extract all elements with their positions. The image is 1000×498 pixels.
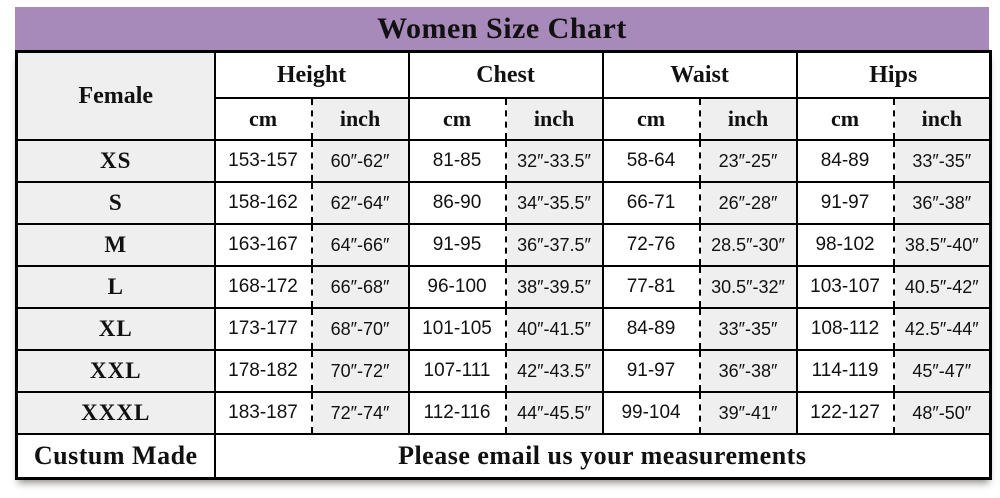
hips-cm-value: 114-119: [797, 350, 894, 392]
unit-header-chest-inch: inch: [506, 98, 603, 140]
table-row-m: [17, 224, 991, 266]
chest-inch-value: 36″-37.5″: [506, 224, 603, 266]
waist-inch-value: 26″-28″: [700, 182, 797, 224]
hips-cm-value: 84-89: [797, 140, 894, 182]
height-cm-value: 153-157: [215, 140, 312, 182]
hips-cm-value: 108-112: [797, 308, 894, 350]
chart-title: Women Size Chart: [377, 11, 627, 45]
size-label: XXL: [17, 350, 215, 392]
unit-header-height-inch: inch: [312, 98, 409, 140]
waist-cm-value: 99-104: [603, 392, 700, 434]
unit-header-hips-cm: cm: [797, 98, 894, 140]
chest-inch-value: 40″-41.5″: [506, 308, 603, 350]
waist-cm-value: 84-89: [603, 308, 700, 350]
waist-cm-value: 58-64: [603, 140, 700, 182]
waist-cm-value: 66-71: [603, 182, 700, 224]
waist-inch-value: 23″-25″: [700, 140, 797, 182]
table-row-s: [17, 182, 991, 224]
unit-header-chest-cm: cm: [409, 98, 506, 140]
unit-header-hips-inch: inch: [894, 98, 991, 140]
table-row-xl: [17, 308, 991, 350]
chest-inch-value: 42″-43.5″: [506, 350, 603, 392]
table-row-xxxl: [17, 392, 991, 434]
height-cm-value: 178-182: [215, 350, 312, 392]
female-header-cell: Female: [17, 52, 215, 141]
size-label: XL: [17, 308, 215, 350]
waist-inch-value: 33″-35″: [700, 308, 797, 350]
waist-inch-value: 28.5″-30″: [700, 224, 797, 266]
hips-inch-value: 48″-50″: [894, 392, 991, 434]
hips-cm-value: 103-107: [797, 266, 894, 308]
table-row-l: [17, 266, 991, 308]
hips-inch-value: 42.5″-44″: [894, 308, 991, 350]
height-inch-value: 70″-72″: [312, 350, 409, 392]
height-inch-value: 72″-74″: [312, 392, 409, 434]
group-header-row: [17, 52, 991, 99]
hips-inch-value: 45″-47″: [894, 350, 991, 392]
hips-cm-value: 122-127: [797, 392, 894, 434]
women-size-chart: [15, 7, 989, 480]
hips-inch-value: 36″-38″: [894, 182, 991, 224]
chest-cm-value: 91-95: [409, 224, 506, 266]
unit-header-height-cm: cm: [215, 98, 312, 140]
height-cm-value: 163-167: [215, 224, 312, 266]
group-header-chest: Chest: [409, 52, 603, 99]
chest-inch-value: 32″-33.5″: [506, 140, 603, 182]
chest-cm-value: 81-85: [409, 140, 506, 182]
custom-made-label: Custum Made: [17, 434, 215, 478]
group-header-height: Height: [215, 52, 409, 99]
waist-inch-value: 36″-38″: [700, 350, 797, 392]
waist-cm-value: 72-76: [603, 224, 700, 266]
height-cm-value: 183-187: [215, 392, 312, 434]
chart-title-bar: [15, 7, 989, 50]
chest-inch-value: 38″-39.5″: [506, 266, 603, 308]
table-row-xs: [17, 140, 991, 182]
unit-header-waist-cm: cm: [603, 98, 700, 140]
chest-inch-value: 34″-35.5″: [506, 182, 603, 224]
waist-inch-value: 30.5″-32″: [700, 266, 797, 308]
hips-inch-value: 33″-35″: [894, 140, 991, 182]
measurements-note: Please email us your measurements: [215, 434, 991, 478]
waist-cm-value: 77-81: [603, 266, 700, 308]
height-inch-value: 68″-70″: [312, 308, 409, 350]
height-inch-value: 64″-66″: [312, 224, 409, 266]
height-inch-value: 66″-68″: [312, 266, 409, 308]
unit-header-waist-inch: inch: [700, 98, 797, 140]
height-cm-value: 168-172: [215, 266, 312, 308]
size-chart-table: [15, 50, 992, 480]
group-header-waist: Waist: [603, 52, 797, 99]
height-inch-value: 62″-64″: [312, 182, 409, 224]
chest-inch-value: 44″-45.5″: [506, 392, 603, 434]
size-label: S: [17, 182, 215, 224]
table-row-xxl: [17, 350, 991, 392]
size-label: M: [17, 224, 215, 266]
hips-inch-value: 40.5″-42″: [894, 266, 991, 308]
waist-cm-value: 91-97: [603, 350, 700, 392]
height-cm-value: 173-177: [215, 308, 312, 350]
hips-cm-value: 91-97: [797, 182, 894, 224]
chest-cm-value: 112-116: [409, 392, 506, 434]
hips-inch-value: 38.5″-40″: [894, 224, 991, 266]
chest-cm-value: 96-100: [409, 266, 506, 308]
size-label: XS: [17, 140, 215, 182]
size-label: L: [17, 266, 215, 308]
custom-made-row: [17, 434, 991, 478]
chest-cm-value: 101-105: [409, 308, 506, 350]
chest-cm-value: 86-90: [409, 182, 506, 224]
size-label: XXXL: [17, 392, 215, 434]
chest-cm-value: 107-111: [409, 350, 506, 392]
height-inch-value: 60″-62″: [312, 140, 409, 182]
waist-inch-value: 39″-41″: [700, 392, 797, 434]
group-header-hips: Hips: [797, 52, 991, 99]
hips-cm-value: 98-102: [797, 224, 894, 266]
height-cm-value: 158-162: [215, 182, 312, 224]
